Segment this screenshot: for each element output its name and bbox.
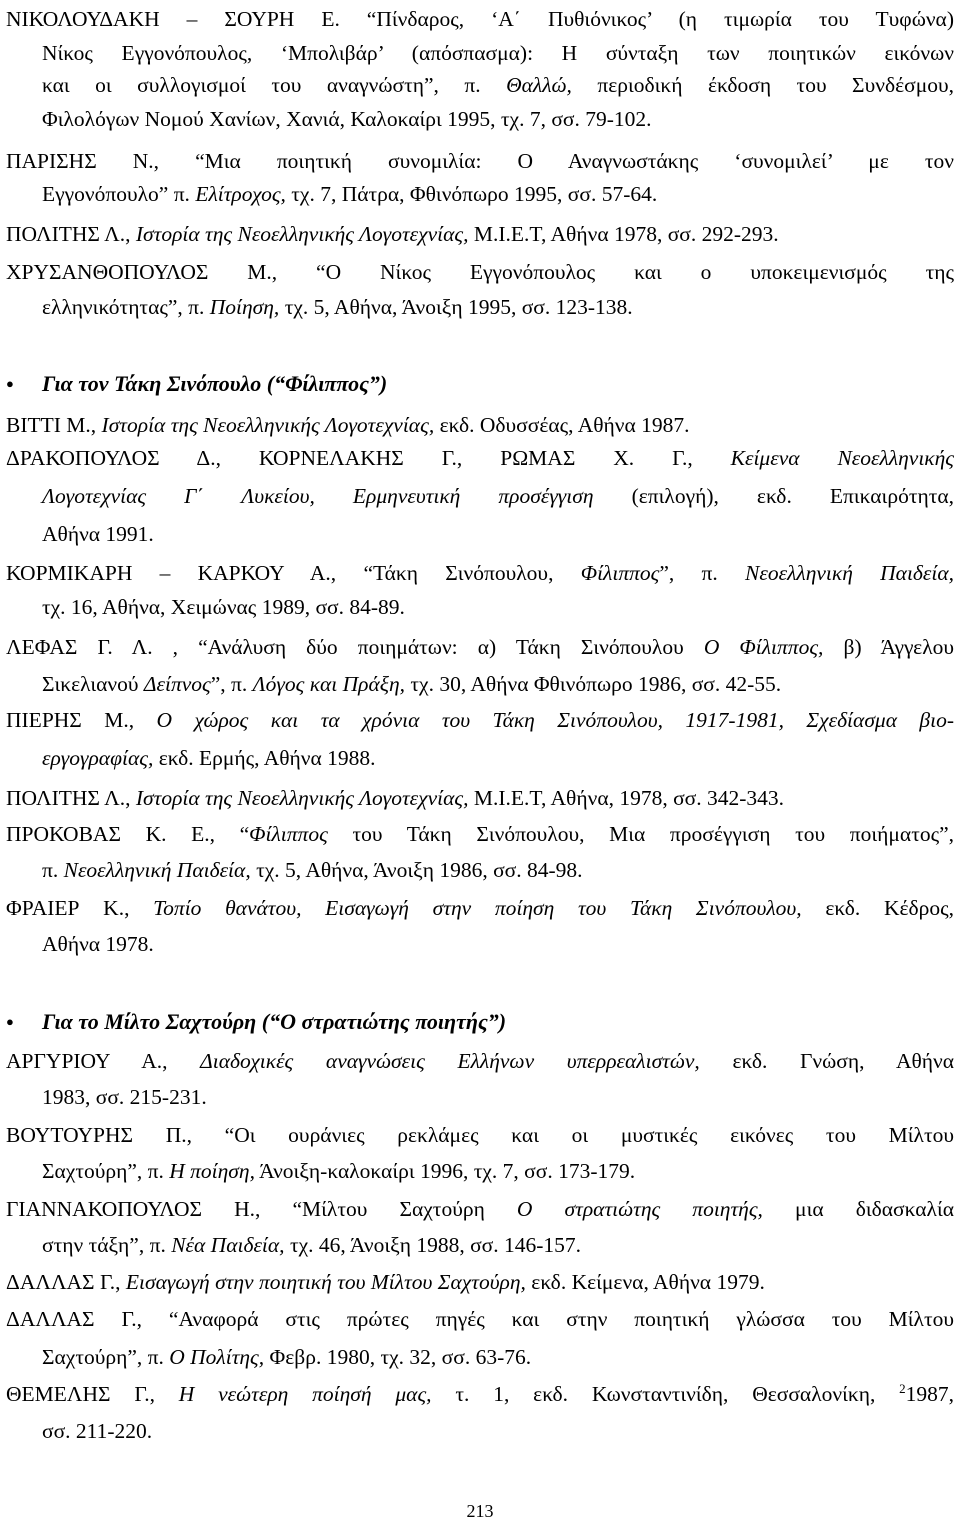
bullet-icon: ●	[6, 376, 14, 391]
bib-entry-line	[42, 927, 954, 961]
bib-entry-line	[42, 667, 954, 701]
entry-text: ελληνικότητας”, π.	[42, 295, 205, 319]
bib-entry-drakopoulos	[6, 441, 954, 475]
entry-text: Σαχτούρη”, π.	[42, 1159, 164, 1183]
bib-entry-lefas	[6, 630, 954, 664]
book-title: Λογοτεχνίας Γ΄ Λυκείου, Ερμηνευτική προσέγγιση	[42, 484, 594, 508]
book-title: Διαδοχικές αναγνώσεις Ελλήνων υπερρεαλιστών,	[200, 1049, 700, 1073]
bib-entry-giannakopoulos	[6, 1192, 954, 1226]
bib-entry-line	[42, 1154, 954, 1188]
entry-text: τχ. 7, Πάτρα, Φθινόπωρο 1995, σσ. 57-64.	[291, 182, 658, 206]
bib-entry-dallas-2	[6, 1302, 954, 1336]
entry-text: ΠΟΛΙΤΗΣ Λ.,	[6, 786, 131, 810]
bib-entry-line	[42, 1340, 954, 1374]
entry-text: του Τάκη Σινόπουλου, Μια προσέγγιση του ποιήματος”,	[352, 822, 955, 846]
entry-text: ΔΡΑΚΟΠΟΥΛΟΣ Δ., ΚΟΡΝΕΛΑΚΗΣ Γ., ΡΩΜΑΣ Χ. Γ.,	[6, 446, 693, 470]
entry-text: εκδ. Οδυσσέας, Αθήνα 1987.	[439, 413, 690, 437]
edition-superscript: 2	[899, 1380, 906, 1396]
entry-text: τχ. 16, Αθήνα, Χειμώνας 1989, σσ. 84-89.	[42, 595, 405, 619]
entry-text: εκδ. Κείμενα, Αθήνα 1979.	[531, 1270, 765, 1294]
entry-text: στην τάξη”, π.	[42, 1233, 166, 1257]
journal-title: Λόγος και Πράξη,	[252, 672, 406, 696]
entry-text: ΛΕΦΑΣ Γ. Λ. , “Ανάλυση δύο ποιημάτων: α) Τάκη Σινόπουλου	[6, 635, 684, 659]
entry-text: Σικελιανού	[42, 672, 139, 696]
entry-text: β) Άγγελου	[843, 635, 955, 659]
journal-title: Ο Πολίτης,	[169, 1345, 265, 1369]
entry-text: Σαχτούρη”, π.	[42, 1345, 164, 1369]
entry-text: μια διδασκαλία	[795, 1197, 955, 1221]
journal-title: Ποίηση,	[209, 295, 280, 319]
entry-text: τ. 1, εκδ. Κωνσταντινίδη, Θεσσαλονίκη,	[455, 1382, 876, 1406]
bib-entry-parisis	[6, 144, 954, 178]
section-heading	[6, 1005, 954, 1039]
bib-entry-voutouris	[6, 1118, 954, 1152]
entry-text: (επιλογή), εκδ. Επικαιρότητα,	[631, 484, 954, 508]
bib-entry-pieris	[6, 703, 954, 737]
bib-entry-line	[42, 102, 954, 136]
bib-entry-line	[42, 177, 954, 211]
entry-text: εκδ. Ερμής, Αθήνα 1988.	[158, 746, 376, 770]
entry-text: ΓΙΑΝΝΑΚΟΠΟΥΛΟΣ Η., “Μίλτου Σαχτούρη	[6, 1197, 485, 1221]
entry-text: ΚΟΡΜΙΚΑΡΗ – ΚΑΡΚΟΥ Α., “Τάκη Σινόπουλου,	[6, 561, 554, 585]
entry-text: ”, π.	[210, 672, 248, 696]
bib-entry-vitti	[6, 408, 954, 442]
book-title: Ιστορία της Νεοελληνικής Λογοτεχνίας,	[101, 413, 435, 437]
entry-text: τχ. 5, Αθήνα, Άνοιξη 1986, σσ. 84-98.	[256, 858, 583, 882]
section-heading-text: Για το Μίλτο Σαχτούρη (“Ο στρατιώτης ποιητής”)	[42, 1009, 507, 1034]
book-title: Τοπίο θανάτου, Εισαγωγή στην ποίηση του Τάκη Σινόπουλου,	[153, 896, 802, 920]
book-title: Κείμενα Νεοελληνικής	[730, 446, 954, 470]
entry-text: ΠΡΟΚΟΒΑΣ Κ. Ε., “	[6, 822, 250, 846]
bib-entry-themelis	[6, 1377, 954, 1411]
entry-text: 1987,	[905, 1382, 955, 1406]
entry-text: ΒΙΤΤΙ Μ.,	[6, 413, 97, 437]
bib-entry-line	[42, 68, 954, 102]
poem-title: Δείπνος	[143, 672, 211, 696]
journal-title: Θαλλώ,	[506, 73, 572, 97]
entry-text: εκδ. Κέδρος,	[825, 896, 955, 920]
bib-entry-prokovas	[6, 817, 954, 851]
page-number: 213	[466, 1501, 494, 1521]
entry-text: ΠΙΕΡΗΣ Μ.,	[6, 708, 135, 732]
entry-text: ΒΟΥΤΟΥΡΗΣ Π., “Οι ουράνιες ρεκλάμες και οι μυστικές εικόνες του Μίλτου	[6, 1123, 954, 1147]
entry-text: τχ. 46, Άνοιξη 1988, σσ. 146-157.	[289, 1233, 582, 1257]
entry-text: εκδ. Γνώση, Αθήνα	[732, 1049, 954, 1073]
poem-title: Ο στρατιώτης ποιητής,	[516, 1197, 763, 1221]
journal-title: Η ποίηση,	[169, 1159, 255, 1183]
entry-text: 1983, σσ. 215-231.	[42, 1085, 207, 1109]
journal-title: Νεοελληνική Παιδεία,	[745, 561, 955, 585]
bib-entry-dallas-1	[6, 1265, 954, 1299]
entry-text: ΔΑΛΛΑΣ Γ., “Αναφορά στις πρώτες πηγές και στην ποιητική γλώσσα του Μίλτου	[6, 1307, 954, 1331]
bib-entry-politis	[6, 217, 954, 251]
entry-text: Νίκος Εγγονόπουλος, ‘Μπολιβάρ’ (απόσπασμα): Η σύνταξη των ποιητικών εικόνων	[42, 41, 954, 65]
entry-text: τχ. 5, Αθήνα, Άνοιξη 1995, σσ. 123-138.	[284, 295, 633, 319]
book-title: Ο χώρος και τα χρόνια του Τάκη Σινόπουλου, 1917-1981, Σχεδίασμα βιο-	[156, 708, 955, 732]
entry-text: τχ. 30, Αθήνα Φθινόπωρο 1986, σσ. 42-55.	[410, 672, 782, 696]
bullet-icon: ●	[6, 1014, 14, 1029]
entry-text: και οι συλλογισμοί του αναγνώστη”, π.	[42, 73, 481, 97]
entry-text: Μ.Ι.Ε.Τ, Αθήνα, 1978, σσ. 342-343.	[473, 786, 785, 810]
entry-text: Αθήνα 1991.	[42, 522, 154, 546]
bib-entry-line	[42, 479, 954, 513]
poem-title: Φίλιππος	[580, 561, 660, 585]
entry-text: π.	[42, 858, 59, 882]
journal-title: Ελίτροχος,	[195, 182, 286, 206]
entry-text: ΦΡΑΙΕΡ Κ.,	[6, 896, 130, 920]
bib-entry-fraier	[6, 891, 954, 925]
book-title: Ιστορία της Νεοελληνικής Λογοτεχνίας,	[135, 222, 469, 246]
entry-text: ΠΑΡΙΣΗΣ Ν., “Μια ποιητική συνομιλία: Ο Αναγνωστάκης ‘συνομιλεί’ με τον	[6, 149, 954, 173]
bib-entry-line	[42, 853, 954, 887]
entry-text: ΔΑΛΛΑΣ Γ.,	[6, 1270, 121, 1294]
bib-entry-line	[42, 741, 954, 775]
poem-title: Ο Φίλιππος,	[703, 635, 824, 659]
entry-text: ΘΕΜΕΛΗΣ Γ.,	[6, 1382, 155, 1406]
bib-entry-line	[42, 1414, 954, 1448]
bib-entry-line	[42, 590, 954, 624]
entry-text: ΠΟΛΙΤΗΣ Λ.,	[6, 222, 131, 246]
bib-entry-nikoloudaki	[6, 2, 954, 36]
journal-title: Νεοελληνική Παιδεία,	[63, 858, 251, 882]
bib-entry-line	[42, 1080, 954, 1114]
entry-text: Άνοιξη-καλοκαίρι 1996, τχ. 7, σσ. 173-179.	[259, 1159, 636, 1183]
entry-text: Φιλολόγων Νομού Χανίων, Χανιά, Καλοκαίρι 1995, τχ. 7, σσ. 79-102.	[42, 107, 652, 131]
journal-title: Νέα Παιδεία,	[171, 1233, 285, 1257]
entry-text: Φεβρ. 1980, τχ. 32, σσ. 63-76.	[269, 1345, 532, 1369]
book-title: Εισαγωγή στην ποιητική του Μίλτου Σαχτούρη,	[125, 1270, 526, 1294]
bib-entry-argyriou	[6, 1044, 954, 1078]
entry-text: περιοδική έκδοση του Συνδέσμου,	[597, 73, 954, 97]
poem-title: Φίλιππος	[249, 822, 328, 846]
entry-text: ΑΡΓΥΡΙΟΥ Α.,	[6, 1049, 168, 1073]
section-heading-text: Για τον Τάκη Σινόπουλο (“Φίλιππος”)	[42, 371, 388, 396]
entry-text: Μ.Ι.Ε.Τ, Αθήνα 1978, σσ. 292-293.	[473, 222, 779, 246]
entry-text: ΝΙΚΟΛΟΥΔΑΚΗ – ΣΟΥΡΗ Ε. “Πίνδαρος, ‘Α΄ Πυθιόνικος’ (η τιμωρία του Τυφώνα)	[6, 7, 954, 31]
book-title: Ιστορία της Νεοελληνικής Λογοτεχνίας,	[135, 786, 469, 810]
section-heading	[6, 367, 954, 401]
bib-entry-chrysanthopoulos	[6, 255, 954, 289]
bib-entry-line	[42, 517, 954, 551]
bib-entry-politis-2	[6, 781, 954, 815]
entry-text: ΧΡΥΣΑΝΘΟΠΟΥΛΟΣ Μ., “Ο Νίκος Εγγονόπουλος και ο υποκειμενισμός της	[6, 260, 954, 284]
entry-text: Εγγονόπουλο” π.	[42, 182, 190, 206]
book-title: εργογραφίας,	[42, 746, 154, 770]
bib-entry-line	[42, 36, 954, 70]
bib-entry-kormikari	[6, 556, 954, 590]
book-title: Η νεώτερη ποίησή μας,	[178, 1382, 432, 1406]
entry-text: ”, π.	[659, 561, 718, 585]
entry-text: σσ. 211-220.	[42, 1419, 153, 1443]
entry-text: Αθήνα 1978.	[42, 932, 154, 956]
bib-entry-line	[42, 290, 954, 324]
bib-entry-line	[42, 1228, 954, 1262]
